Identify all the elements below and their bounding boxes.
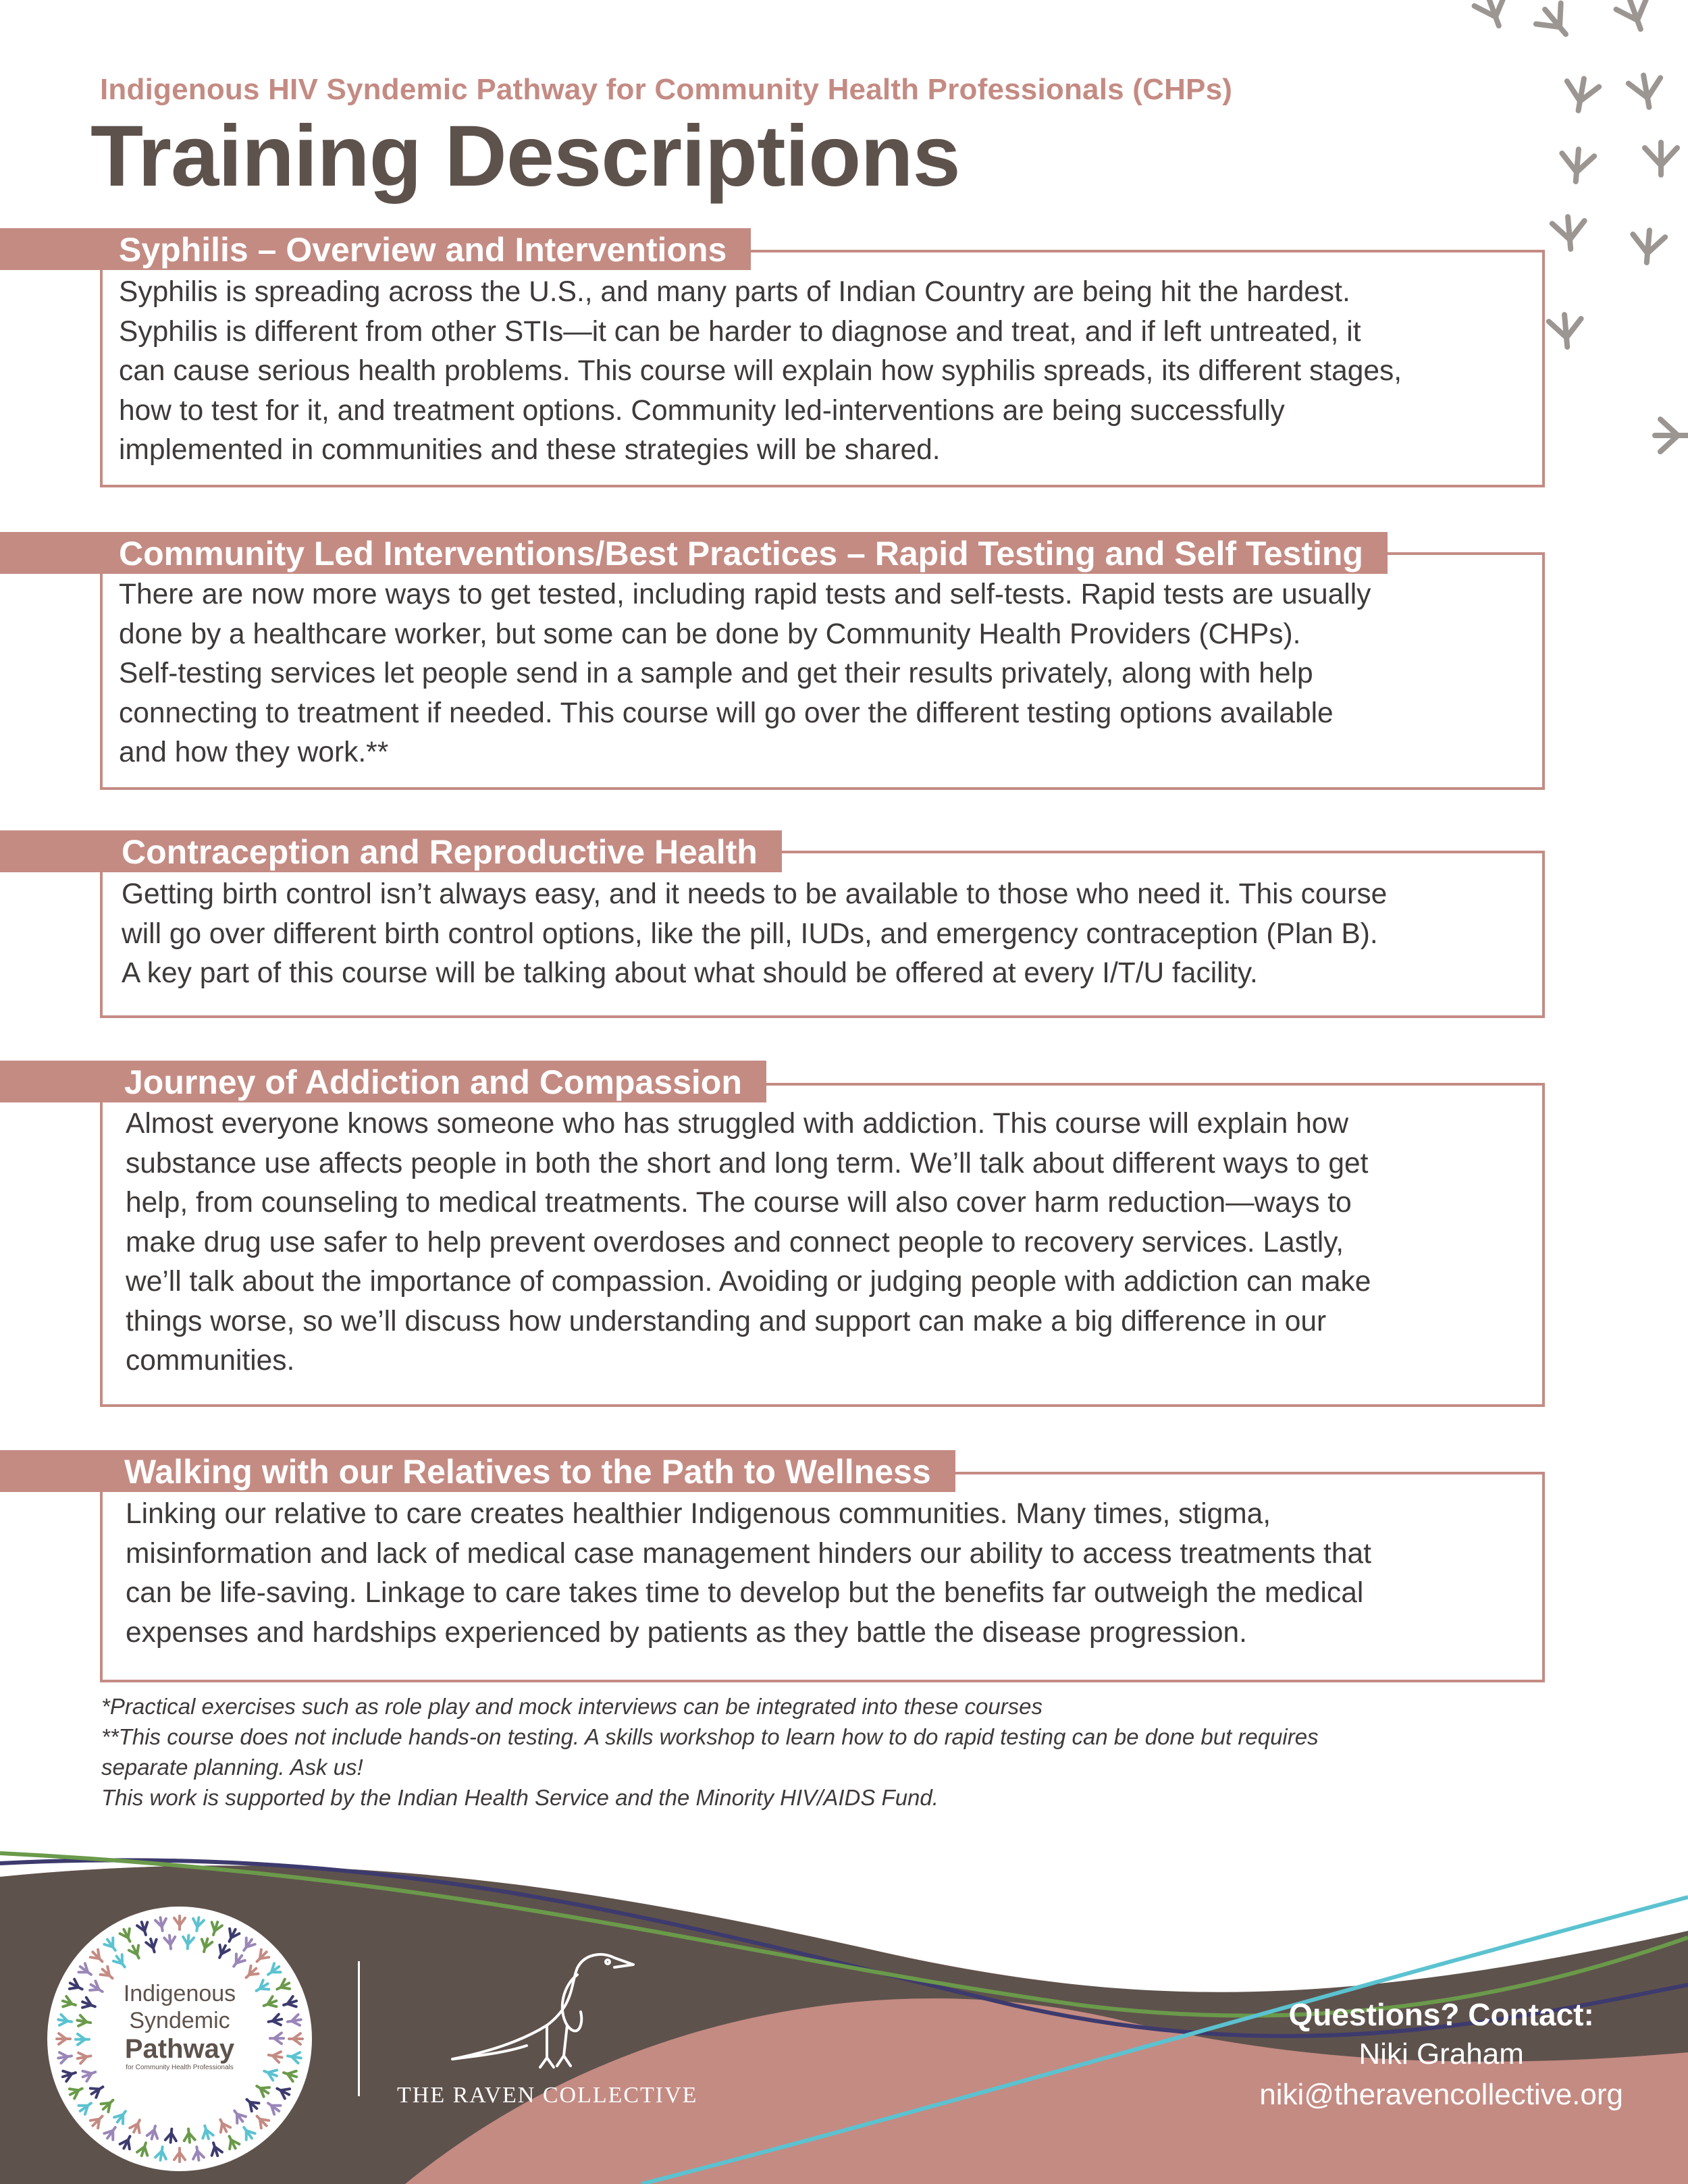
logo-line: Pathway [124,2034,235,2064]
body-line: can cause serious health problems. This course will explain how syphilis spreads, its different stages, [119,355,1402,387]
contact-block [1259,1995,1623,2115]
logo-line: Indigenous [123,1981,236,2006]
logo-text [78,1980,281,2072]
body-line: make drug use safer to help prevent overdoses and connect people to recovery services. Lastly, [126,1226,1344,1258]
section-body [119,273,1530,471]
body-line: Self-testing services let people send in a sample and get their results privately, along with help [119,658,1313,689]
body-line: how to test for it, and treatment options. Community led-interventions are being successfully [119,394,1285,427]
body-line: done by a healthcare worker, but some can be done by Community Health Providers (CHPs). [119,618,1301,650]
section-heading: Community Led Interventions/Best Practices – Rapid Testing and Self Testing [0,532,1388,574]
body-line: things worse, so we’ll discuss how understanding and support can make a big difference in our [126,1305,1327,1337]
logo-line: Syndemic [129,2008,230,2033]
body-line: substance use affects people in both the short and long term. We’ll talk about different ways to get [126,1147,1369,1179]
section-heading: Journey of Addiction and Compassion [0,1061,766,1102]
body-line: expenses and hardships experienced by patients as they battle the disease progression. [126,1616,1247,1649]
section-heading: Walking with our Relatives to the Path to Wellness [0,1450,955,1492]
body-line: communities. [126,1345,295,1377]
body-line: we’ll talk about the importance of compassion. Avoiding or judging people with addiction can make [126,1266,1371,1298]
section-heading: Contraception and Reproductive Health [0,830,782,872]
contact-name: Niki Graham [1359,2037,1524,2071]
body-line: Syphilis is different from other STIs—it can be harder to diagnose and treat, and if left untreated, it [119,315,1361,348]
section-heading: Syphilis – Overview and Interventions [0,228,751,270]
footnote: **This course does not include hands-on testing. A skills workshop to learn how to do rapid testing can be done but requires [101,1724,1319,1749]
body-line: Syphilis is spreading across the U.S., and many parts of Indian Country are being hit the hardest. [119,276,1350,308]
contact-label: Questions? Contact: [1288,1997,1594,2032]
funding-note: This work is supported by the Indian Health Service and the Minority HIV/AIDS Fund. [101,1785,939,1810]
body-line: help, from counseling to medical treatments. The course will also cover harm reduction—ways to [126,1187,1352,1219]
body-line: connecting to treatment if needed. This course will go over the different testing options available [119,697,1334,729]
contact-email[interactable]: niki@theravencollective.org [1259,2078,1623,2111]
footnotes [101,1691,1587,1813]
raven-icon [446,1944,648,2079]
section-body [122,875,1533,994]
body-line: Almost everyone knows someone who has struggled with addiction. This course will explain how [126,1108,1349,1140]
body-line: Getting birth control isn’t always easy, and it needs to be available to those who need it. This course [122,878,1388,910]
body-line: and how they work.** [119,737,389,768]
body-line: A key part of this course will be talking about what should be offered at every I/T/U facility. [122,957,1258,989]
footnote: *Practical exercises such as role play and mock interviews can be integrated into these courses [101,1694,1043,1719]
body-line: implemented in communities and these strategies will be shared. [119,434,941,466]
section-body [119,575,1530,773]
page-subtitle: Indigenous HIV Syndemic Pathway for Community Health Professionals (CHPs) [100,73,1233,106]
section-body [126,1495,1537,1653]
page-title: Training Descriptions [90,108,960,205]
logo-line: for Community Health Professionals [126,2064,234,2071]
body-line: Linking our relative to care creates healthier Indigenous communities. Many times, stigma, [126,1498,1271,1530]
section-body [126,1104,1537,1381]
body-line: misinformation and lack of medical case management hinders our ability to access treatments that [126,1537,1371,1570]
logo-divider [358,1961,360,2096]
body-line: There are now more ways to get tested, including rapid tests and self-tests. Rapid tests are usually [119,579,1371,610]
org-name: THE RAVEN COLLECTIVE [397,2083,698,2108]
body-line: will go over different birth control options, like the pill, IUDs, and emergency contraception (Plan B). [122,917,1378,950]
footnote: separate planning. Ask us! [101,1755,363,1780]
body-line: can be life-saving. Linkage to care takes time to develop but the benefits far outweigh the medical [126,1577,1364,1609]
